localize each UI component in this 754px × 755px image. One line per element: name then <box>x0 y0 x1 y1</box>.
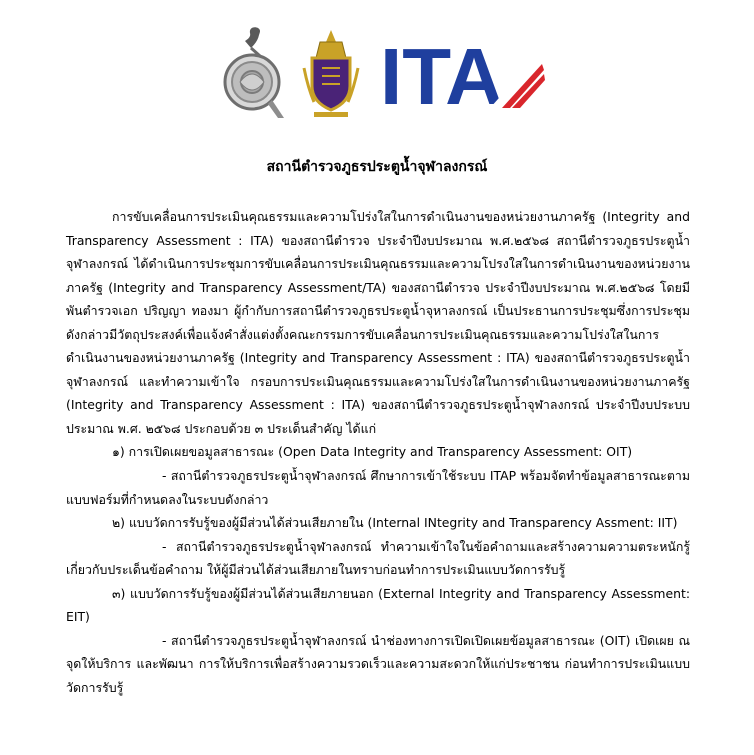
item-heading-iit: ๒) แบบวัดการรับรู้ของผู้มีส่วนได้ส่วนเสียภายใน (Internal INtegrity and Transparency Assment: IIT) <box>112 515 678 531</box>
ita-logo <box>380 40 550 112</box>
item-detail-iit: - สถานีตำรวจภูธรประตูน้ำจุฬาลงกรณ์ ทำความเข้าใจในข้อคำถามและสร้างความความตระหนักรู้เกี่ยวกับประเด็นข้อคำถาม ให้ผู้มีส่วนได้ส่วนเสียภายในทราบก่อนทำการประเมินแบบวัดการรับรู้ <box>66 538 690 578</box>
logo-bar <box>0 22 754 122</box>
royal-shield-emblem <box>300 28 362 120</box>
police-crest-emblem <box>218 26 290 120</box>
item-detail-eit: - สถานีตำรวจภูธรประตูน้ำจุฬาลงกรณ์ นำช่องทางการเปิดเปิดเผยข้อมูลสาธารณะ (OIT) เปิดเผย ณ จุดให้บริการ และพัฒนา การให้บริการเพื่อสร้างความรวดเร็วและความสะดวกให้แก่ประชาชน ก่อนทำการประเมินแบบวัดการรับรู้ <box>66 632 690 695</box>
item-heading-oit: ๑) การเปิดเผยขอมูลสาธารณะ (Open Data Integrity and Transparency Assessment: OIT) <box>112 444 633 460</box>
document-body <box>66 205 690 699</box>
intro-paragraph: การขับเคลื่อนการประเมินคุณธรรมและความโปร่งใสในการดำเนินงานของหน่วยงานภาครัฐ (Integrity and Transparency Assessment : ITA) ของสถานีตำรวจ ประจำปีงบประมาณ พ.ศ.๒๕๖๘ สถานีตำรวจภูธรประตูน้ำจุฬาลงกรณ์ ได้ดำเนินการประชุมการขับเคลื่อนการประเมินคุณธรรมและความโปรงใสในการดำเนินงานของหน่วยงานภาครัฐ (Integrity and Transparency Assessment/TA) ของสถานีตำรวจ ประจำปีงบประมาณ พ.ศ.๒๕๖๘ โดยมี พันตำรวจเอก ปริญญา ทองมา ผู้กำกับการสถานีตำรวจภูธรประตูน้ำจุหาลงกรณ์ เป็นประธานการประชุมซึ่งการประชุมดังกล่าวมีวัตถุประสงค์เพื่อแจ้งคำสั่งแต่งตั้งคณะกรรมการขับเคลื่อนการประเมินคุณธรรมและความโปร่งใสในการดำเนินงานของหน่วยงานภาครัฐ (Integrity and Transparency Assessment : ITA) ของสถานีตำรวจภูธรประตูน้ำจุฬาลงกรณ์ และทำความเข้าใจ กรอบการประเมินคุณธรรมและความโปร่งใสในการดำเนินงานของหน่วยงานภาครัฐ (Integrity and Transparency Assessment : ITA) ของสถานีตำรวจภูธรประตูน้ำจุฬาลงกรณ์ ประจำปีงบประบบประมาณ พ.ศ. ๒๕๖๘ ประกอบด้วย ๓ ประเด็นสำคัญ ได้แก่ <box>66 209 690 436</box>
item-heading-eit: ๓) แบบวัดการรับรู้ของผู้มีส่วนได้ส่วนเสียภายนอก (External Integrity and Transparency Assessment: EIT) <box>66 585 690 625</box>
item-detail-oit: - สถานีตำรวจภูธรประตูน้ำจุฬาลงกรณ์ ศึกษาการเข้าใช้ระบบ ITAP พร้อมจัดทำข้อมูลสาธารณะตามแบบฟอร์มที่กำหนดลงในระบบดังกล่าว <box>66 468 690 507</box>
svg-text:ITA: ITA <box>380 40 503 112</box>
page-title: สถานีตำรวจภูธรประตูน้ำจุฬาลงกรณ์ <box>266 159 488 175</box>
